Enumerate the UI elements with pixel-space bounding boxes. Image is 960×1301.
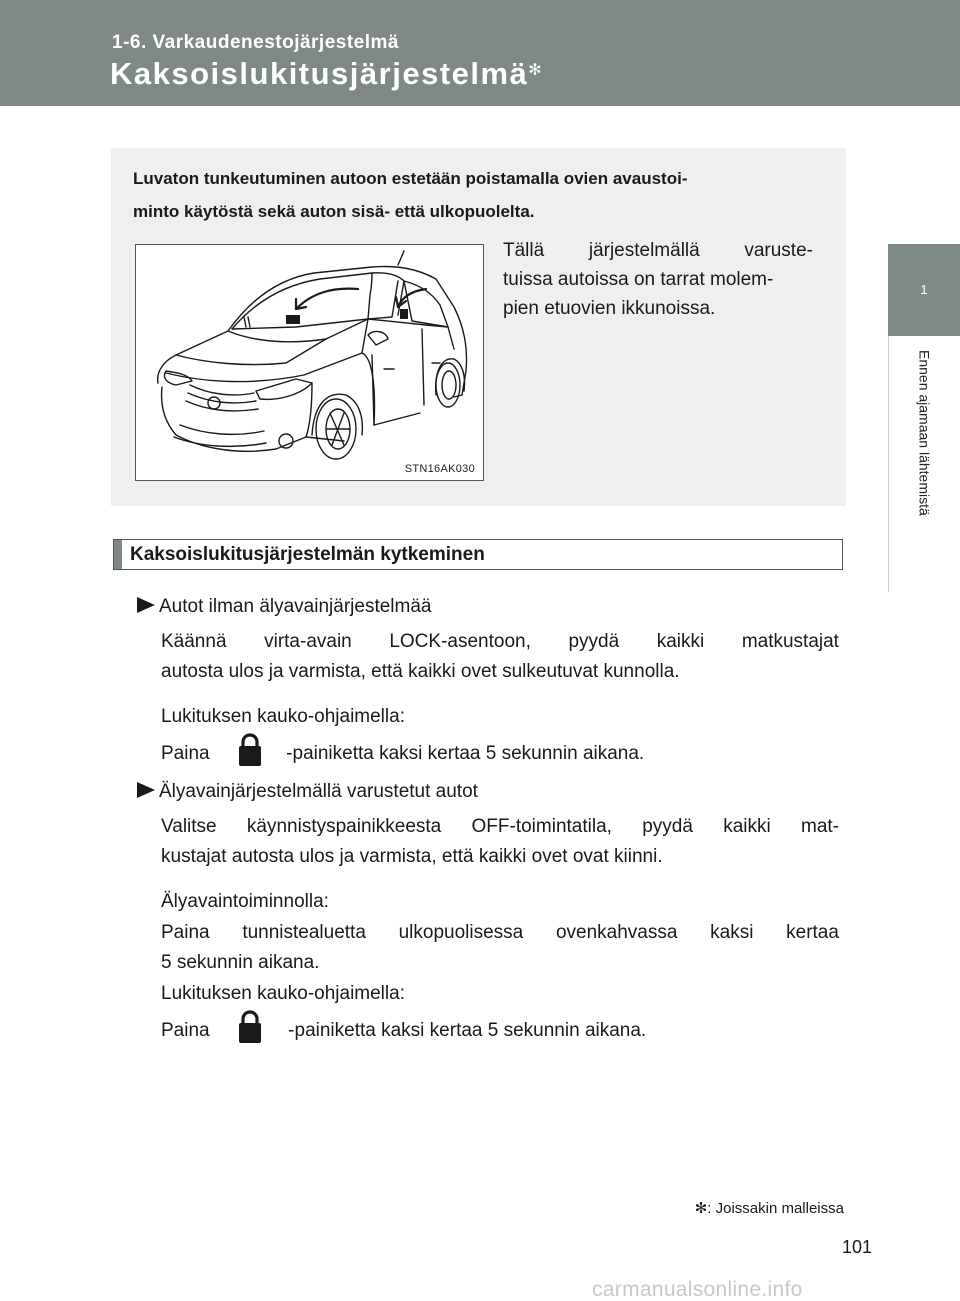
instruction-line: [161, 816, 839, 838]
section-subheading: [113, 539, 843, 570]
bullet-heading: [137, 781, 478, 803]
section-label: 1-6. Varkaudenestojärjestelmä: [112, 32, 399, 53]
footnote: ✻: Joissakin malleissa: [694, 1200, 844, 1217]
word: LOCK-asentoon,: [389, 631, 531, 652]
chapter-tab-number: 1: [888, 244, 960, 336]
instruction-line: kustajat autosta ulos ja varmista, että kaikki ovet ovat kiinni.: [161, 846, 663, 867]
press-rest: -painiketta kaksi kertaa 5 sekunnin aikana.: [286, 743, 645, 765]
figure-caption: [503, 236, 813, 323]
triangle-bullet-icon: [137, 597, 155, 613]
caption-word: varuste-: [744, 240, 813, 261]
word: kaikki: [656, 631, 705, 652]
caption-line: pien etuovien ikkunoissa.: [503, 298, 716, 319]
lock-button-icon: [237, 1009, 263, 1045]
word: Paina: [161, 922, 210, 943]
triangle-bullet-icon: [137, 782, 155, 798]
word: matkustajat: [741, 631, 839, 652]
word: kaikki: [723, 816, 771, 837]
subheading-text: Kaksoislukitusjärjestelmän kytkeminen: [130, 544, 485, 565]
word: tunnistealuetta: [242, 922, 366, 943]
car-illustration: [135, 244, 484, 481]
watermark: carmanualsonline.info: [592, 1278, 803, 1301]
word: pyydä: [642, 816, 693, 837]
press-instruction: [161, 736, 644, 772]
word: OFF-toimintatila,: [471, 816, 612, 837]
word: pyydä: [568, 631, 620, 652]
intro-line: minto käytöstä sekä auton sisä- että ulkopuolelta.: [133, 202, 535, 221]
remote-label: Lukituksen kauko-ohjaimella:: [161, 983, 405, 1004]
word: ovenkahvassa: [555, 922, 678, 943]
page-title-text: Kaksoislukitusjärjestelmä: [110, 56, 529, 91]
press-word: Paina: [161, 1020, 210, 1042]
word: Valitse: [161, 816, 217, 837]
page-title: [110, 56, 543, 92]
bullet-heading: [137, 596, 431, 618]
title-asterisk-mark: ✻: [528, 62, 544, 79]
bullet-heading-text: Älyavainjärjestelmällä varustetut autot: [159, 781, 478, 802]
subheading-bar: [114, 540, 122, 569]
word: kaksi: [710, 922, 754, 943]
caption-word: Tällä: [503, 240, 545, 261]
caption-word: järjestelmällä: [588, 240, 700, 261]
press-word: Paina: [161, 743, 210, 765]
intro-box: [111, 148, 846, 506]
smart-key-label: Älyavaintoiminnolla:: [161, 891, 329, 912]
instruction-line: 5 sekunnin aikana.: [161, 952, 320, 973]
word: kertaa: [786, 922, 839, 943]
press-instruction: [161, 1013, 646, 1049]
press-rest: -painiketta kaksi kertaa 5 sekunnin aikana.: [288, 1020, 647, 1042]
chapter-tab: [888, 336, 960, 592]
word: virta-avain: [264, 631, 352, 652]
word: Käännä: [161, 631, 227, 652]
instruction-line: autosta ulos ja varmista, että kaikki ovet sulkeutuvat kunnolla.: [161, 661, 680, 682]
caption-line: [503, 236, 813, 265]
figure-code: STN16AK030: [404, 463, 475, 475]
intro-line: Luvaton tunkeutuminen autoon estetään poistamalla ovien avaustoi-: [133, 169, 688, 188]
lock-button-icon: [237, 732, 263, 768]
word: käynnistyspainikkeesta: [246, 816, 442, 837]
remote-label: Lukituksen kauko-ohjaimella:: [161, 706, 405, 727]
chapter-tab-label: Ennen ajamaan lähtemistä: [916, 350, 933, 516]
car-drawing: [136, 245, 483, 480]
instruction-line: [161, 922, 839, 944]
caption-line: tuissa autoissa on tarrat molem-: [503, 269, 774, 290]
word: mat-: [801, 816, 839, 837]
instruction-line: [161, 631, 839, 653]
word: ulkopuolisessa: [398, 922, 524, 943]
intro-text: [133, 162, 823, 228]
bullet-heading-text: Autot ilman älyavainjärjestelmää: [159, 596, 432, 617]
page-number: 101: [842, 1237, 873, 1257]
